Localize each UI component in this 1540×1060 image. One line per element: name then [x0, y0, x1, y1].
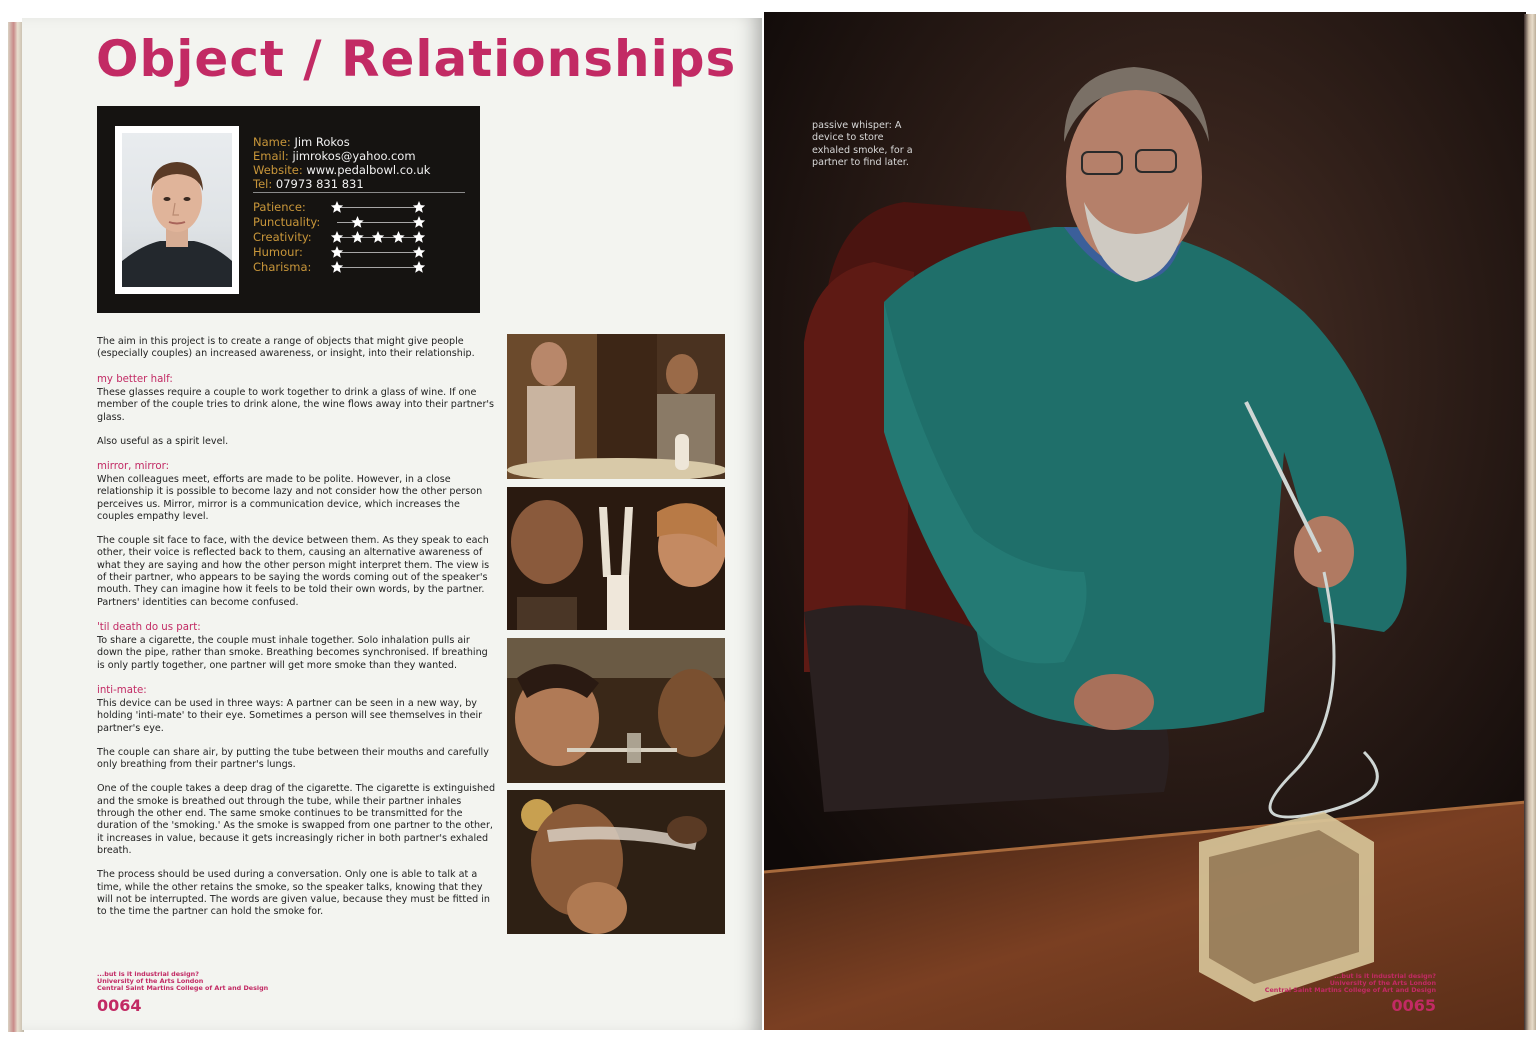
portrait-frame — [115, 126, 239, 294]
section-body-inti-mate — [97, 698, 497, 930]
star-icon — [331, 201, 343, 213]
profile-card — [97, 106, 480, 313]
rating-row-charisma — [253, 260, 468, 275]
email-value: jimrokos@yahoo.com — [292, 149, 416, 163]
section-body-mirror-mirror — [97, 474, 497, 621]
contact-email-row — [253, 149, 416, 163]
rating-track-humour — [331, 245, 425, 260]
star-icon — [331, 261, 343, 273]
tel-value: 07973 831 831 — [275, 177, 364, 191]
section-heading-inti-mate: inti-mate: — [97, 685, 147, 696]
star-icon — [331, 231, 343, 243]
tel-label: Tel: — [253, 177, 273, 191]
star-icon — [331, 246, 343, 258]
star-icon — [372, 231, 384, 243]
rating-track-charisma — [331, 260, 425, 275]
contact-tel-row — [253, 177, 364, 191]
website-value: www.pedalbowl.co.uk — [306, 163, 431, 177]
photo-til-death — [507, 638, 725, 783]
rating-track-punctuality — [331, 215, 425, 230]
footer-line-3: Central Saint Martins College of Art and Design — [97, 984, 269, 992]
rating-label-humour: Humour: — [253, 245, 303, 259]
paragraph: The process should be used during a conversation. Only one is able to talk at a time, while the other retains the smoke, so the speaker talks, knowing that they will not be interrupted. The words are given value, because they must be fitted in to the time the partner can hold the smoke for. — [97, 869, 490, 918]
star-icon — [392, 231, 404, 243]
contact-website-row — [253, 163, 430, 177]
paragraph: To share a cigarette, the couple must inhale together. Solo inhalation pulls air down the pipe, rather than smoke. Breathing becomes synchronised. If breathing is only partly together, one partner will get more smoke than they wanted. — [97, 635, 488, 671]
photo-inti-mate — [507, 790, 725, 934]
rating-row-humour — [253, 245, 468, 260]
paragraph: This device can be used in three ways: A partner can be seen in a new way, by holding 'inti-mate' to their eye. Sometimes a person will see themselves in their partner's eye. — [97, 698, 483, 734]
photo-caption: passive whisper: A device to store exhaled smoke, for a partner to find later. — [812, 120, 913, 168]
section-heading-mirror-mirror: mirror, mirror: — [97, 461, 170, 472]
footer-right-line-3: Central Saint Martins College of Art and Design — [1264, 986, 1436, 994]
section-heading-my-better-half: my better half: — [97, 374, 173, 385]
paragraph: When colleagues meet, efforts are made to be polite. However, in a close relationship it is possible to become lazy and not consider how the other person perceives us. Mirror, mirror is a communication device, which increases the couples empathy level. — [97, 474, 483, 522]
footer-line-1: ...but is it industrial design? — [97, 970, 199, 978]
rating-row-punctuality — [253, 215, 468, 230]
paragraph: These glasses require a couple to work together to drink a glass of wine. If one member of the couple tries to drink alone, the wine flows away into their partner's glass. — [97, 387, 495, 423]
photo-mirror-mirror — [507, 487, 725, 630]
rating-row-creativity — [253, 230, 468, 245]
rating-label-punctuality: Punctuality: — [253, 215, 321, 229]
paragraph: One of the couple takes a deep drag of the cigarette. The cigarette is extinguished and the smoke is breathed out through the tube, while their partner inhales through the other end. The same smoke continues to be transmitted for the duration of the 'smoking.' As the smoke is swapped from one partner to the other, it increases in value, because it gets increasingly richer in both partner's exhaled breath. — [97, 783, 496, 856]
section-body-til-death — [97, 635, 497, 684]
page-edge-right — [1524, 14, 1536, 1030]
photo-wine-glasses — [507, 334, 725, 479]
star-icon — [413, 201, 425, 213]
star-icon — [351, 216, 363, 228]
star-icon — [413, 246, 425, 258]
email-label: Email: — [253, 149, 289, 163]
rating-label-charisma: Charisma: — [253, 260, 312, 274]
star-icon — [351, 231, 363, 243]
name-label: Name: — [253, 135, 291, 149]
card-divider — [253, 192, 465, 193]
rating-label-patience: Patience: — [253, 200, 306, 214]
footer-right-line-1: ...but is it industrial design? — [1334, 972, 1436, 980]
paragraph: Also useful as a spirit level. — [97, 435, 229, 447]
section-heading-til-death: 'til death do us part: — [97, 622, 201, 633]
contact-name-row — [253, 135, 350, 149]
portrait-photo — [122, 133, 232, 287]
paragraph: The couple can share air, by putting the tube between their mouths and carefully only breathing from their partner's lungs. — [97, 746, 489, 771]
star-icon — [413, 231, 425, 243]
intro-text: The aim in this project is to create a range of objects that might give people (especially couples) an increased awareness, or insight, into their relationship. — [97, 336, 475, 360]
rating-label-creativity: Creativity: — [253, 230, 312, 244]
star-icon — [413, 216, 425, 228]
left-folio: 0064 — [97, 996, 142, 1015]
paragraph: The couple sit face to face, with the device between them. As they speak to each other, their voice is reflected back to them, causing an alternative awareness of what they are saying and how the other person might interpret them. The view is of their partner, who appears to be saying the words coming out of the speaker's mouth. They can imagine how it feels to be told their own words, by the partner. Partners' identities can become confused. — [97, 535, 490, 608]
rating-row-patience — [253, 200, 468, 215]
footer-line-2: University of the Arts London — [97, 977, 204, 985]
section-body-my-better-half — [97, 387, 497, 460]
rating-track-patience — [331, 200, 425, 215]
name-value: Jim Rokos — [294, 135, 350, 149]
rating-track-creativity — [331, 230, 425, 245]
footer-right-line-2: University of the Arts London — [1329, 979, 1436, 987]
website-label: Website: — [253, 163, 303, 177]
page-title: Object / Relationships — [96, 30, 737, 88]
right-folio: 0065 — [1391, 996, 1436, 1015]
right-page — [764, 12, 1526, 1030]
star-icon — [413, 261, 425, 273]
